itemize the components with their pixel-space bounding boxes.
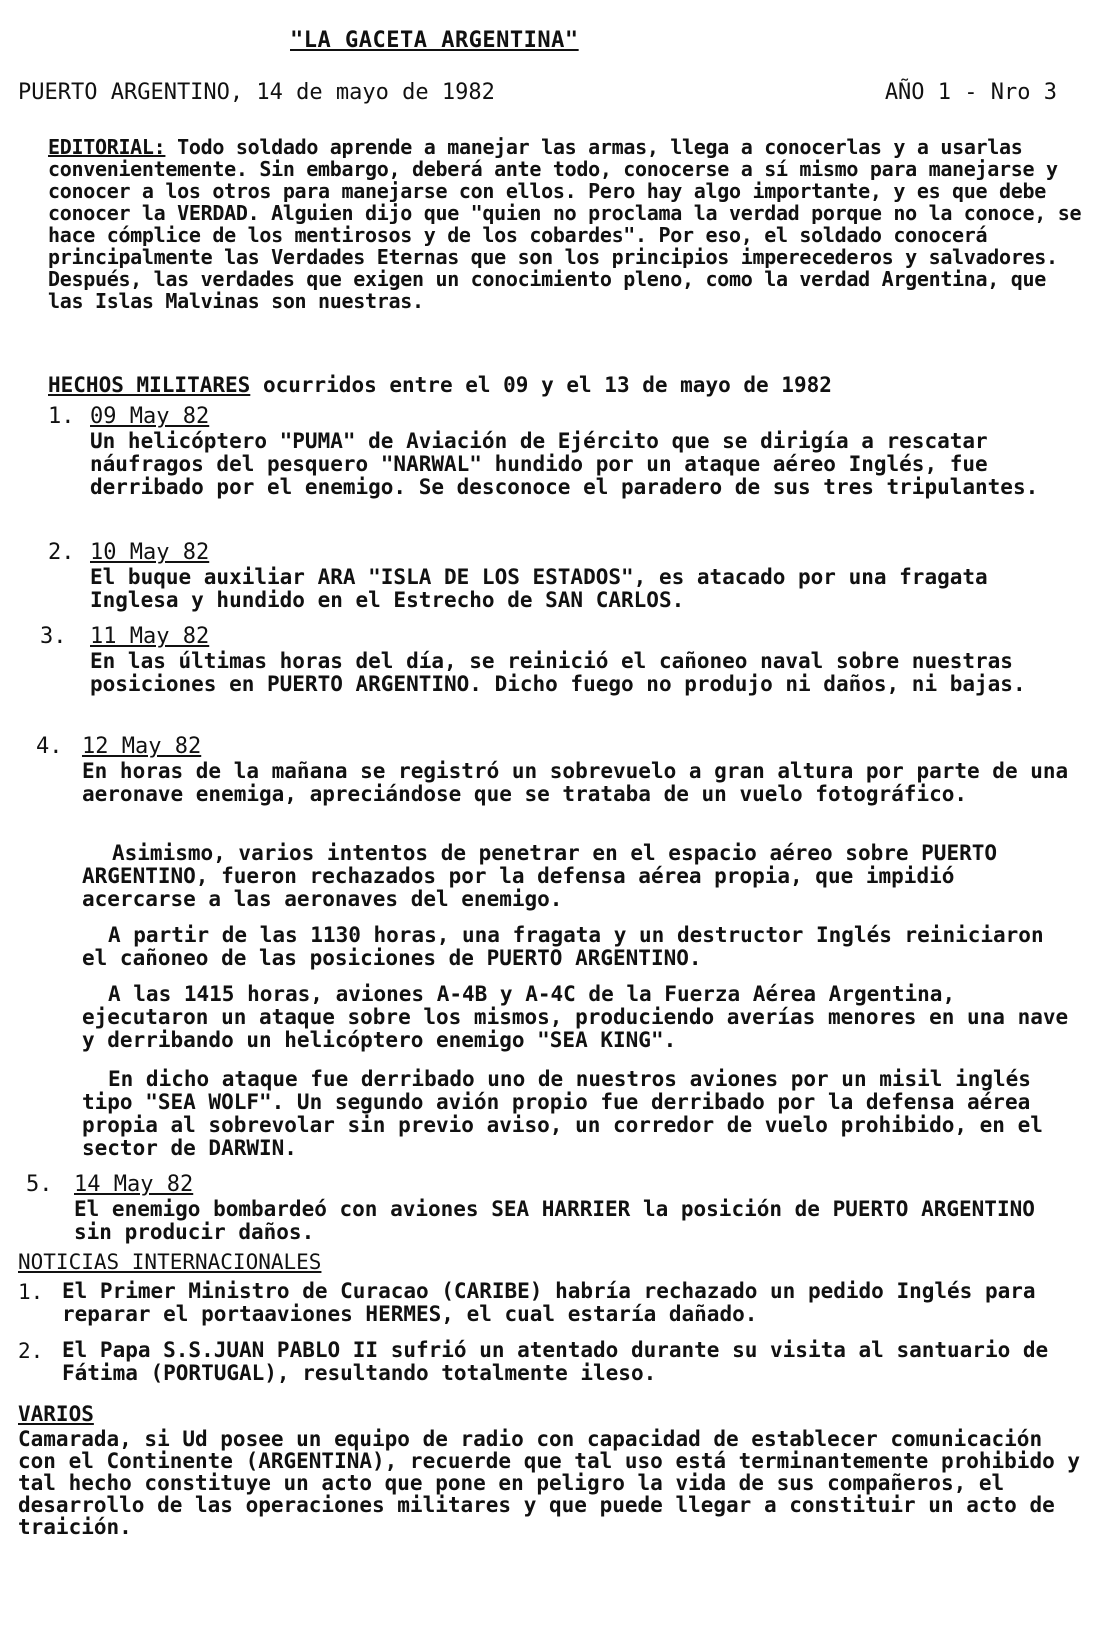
item-text: El enemigo bombardeó con aviones SEA HARRIER la posición de PUERTO ARGENTINO sin producir daños. <box>74 1197 1035 1244</box>
noticias-heading: NOTICIAS INTERNACIONALES <box>18 1250 322 1274</box>
noticia-text: El Papa S.S.JUAN PABLO II sufrió un atentado durante su visita al santuario de Fátima (PORTUGAL), resultando totalmente ileso. <box>62 1338 1049 1385</box>
noticia-text: El Primer Ministro de Curacao (CARIBE) habría rechazado un pedido Inglés para reparar el portaaviones HERMES, el cual estaría dañado. <box>62 1279 1036 1326</box>
varios-heading: VARIOS <box>18 1402 94 1426</box>
item-text: En horas de la mañana se registró un sobrevuelo a gran altura por parte de una aeronave enemiga, apreciándose que se trataba de un vuelo fotográfico. <box>82 759 1069 806</box>
item-number: 1. <box>48 404 75 429</box>
item-text: En las últimas horas del día, se reinició el cañoneo naval sobre nuestras posiciones en PUERTO ARGENTINO. Dicho fuego no produjo ni daños, ni bajas. <box>90 649 1026 696</box>
item-date: 11 May 82 <box>90 624 210 649</box>
dateline: PUERTO ARGENTINO, 14 de mayo de 1982 <box>18 80 495 105</box>
noticia-number: 2. <box>18 1339 44 1363</box>
item-number: 5. <box>26 1172 53 1197</box>
issue-number: AÑO 1 - Nro 3 <box>884 80 1057 105</box>
item-date: 14 May 82 <box>74 1172 194 1197</box>
item-number: 3. <box>40 624 67 649</box>
varios-text: Camarada, si Ud posee un equipo de radio con capacidad de establecer comunicación con el Continente (ARGENTINA), recuerde que tal uso está terminantemente prohibido y tal hecho constituye un acto que pone en peligro la vida de sus compañeros, el desarrollo de las operaciones militares y que puede llegar a constituir un acto de traición. <box>18 1427 1081 1539</box>
item-text: Un helicóptero "PUMA" de Aviación de Ejército que se dirigía a rescatar náufragos del pesquero "NARWAL" hundido por un ataque aéreo Inglés, fue derribado por el enemigo. Se desconoce el paradero de sus tres tripulantes. <box>90 429 1039 499</box>
item-4-paragraph: En dicho ataque fue derribado uno de nuestros aviones por un misil inglés tipo "SEA WOLF". Un segundo avión propio fue derribado por la defensa aérea propia al sobrevolar sin previo aviso, un corredor de vuelo prohibido, en el sector de DARWIN. <box>82 1067 1043 1160</box>
item-4-paragraph: A las 1415 horas, aviones A-4B y A-4C de la Fuerza Aérea Argentina, ejecutaron un ataque sobre los mismos, produciendo averías menores en una nave y derribando un helicóptero enemigo "SEA KING". <box>82 982 1069 1052</box>
editorial-label: EDITORIAL: <box>48 135 166 159</box>
newsletter-title: "LA GACETA ARGENTINA" <box>290 28 579 53</box>
editorial-section <box>48 136 1088 312</box>
item-date: 10 May 82 <box>90 540 210 565</box>
editorial-text: Todo soldado aprende a manejar las armas, llega a conocerlas y a usarlas convenientemente. Sin embargo, deberá ante todo, conocerse a sí mismo para manejarse y conocer a los otros para manejarse con ellos. Pero hay algo importante, y es que debe conocer la VERDAD. Alguien dijo que "quien no proclama la verdad porque no la conoce, se hace cómplice de los mentirosos y de los cobardes". Por eso, el soldado conocerá principalmente las Verdades Eternas que son los principios imperecederos y salvadores. Después, las verdades que exigen un conocimiento pleno, como la verdad Argentina, que las Islas Malvinas son nuestras. <box>48 135 1082 313</box>
item-number: 4. <box>36 734 63 759</box>
item-4-paragraph: A partir de las 1130 horas, una fragata y un destructor Inglés reiniciaron el cañoneo de las posiciones de PUERTO ARGENTINO. <box>82 923 1044 970</box>
hechos-militares-intro: ocurridos entre el 09 y el 13 de mayo de 1982 <box>250 373 832 397</box>
noticia-number: 1. <box>18 1280 44 1304</box>
item-text: El buque auxiliar ARA "ISLA DE LOS ESTADOS", es atacado por una fragata Inglesa y hundido en el Estrecho de SAN CARLOS. <box>90 565 988 612</box>
hechos-militares-header <box>48 374 1048 397</box>
hechos-militares-heading: HECHOS MILITARES <box>48 373 251 397</box>
item-number: 2. <box>48 540 75 565</box>
item-date: 12 May 82 <box>82 734 202 759</box>
item-date: 09 May 82 <box>90 404 210 429</box>
item-4-paragraph: Asimismo, varios intentos de penetrar en el espacio aéreo sobre PUERTO ARGENTINO, fueron rechazados por la defensa aérea propia, que impidió acercarse a las aeronaves del enemigo. <box>82 841 998 911</box>
